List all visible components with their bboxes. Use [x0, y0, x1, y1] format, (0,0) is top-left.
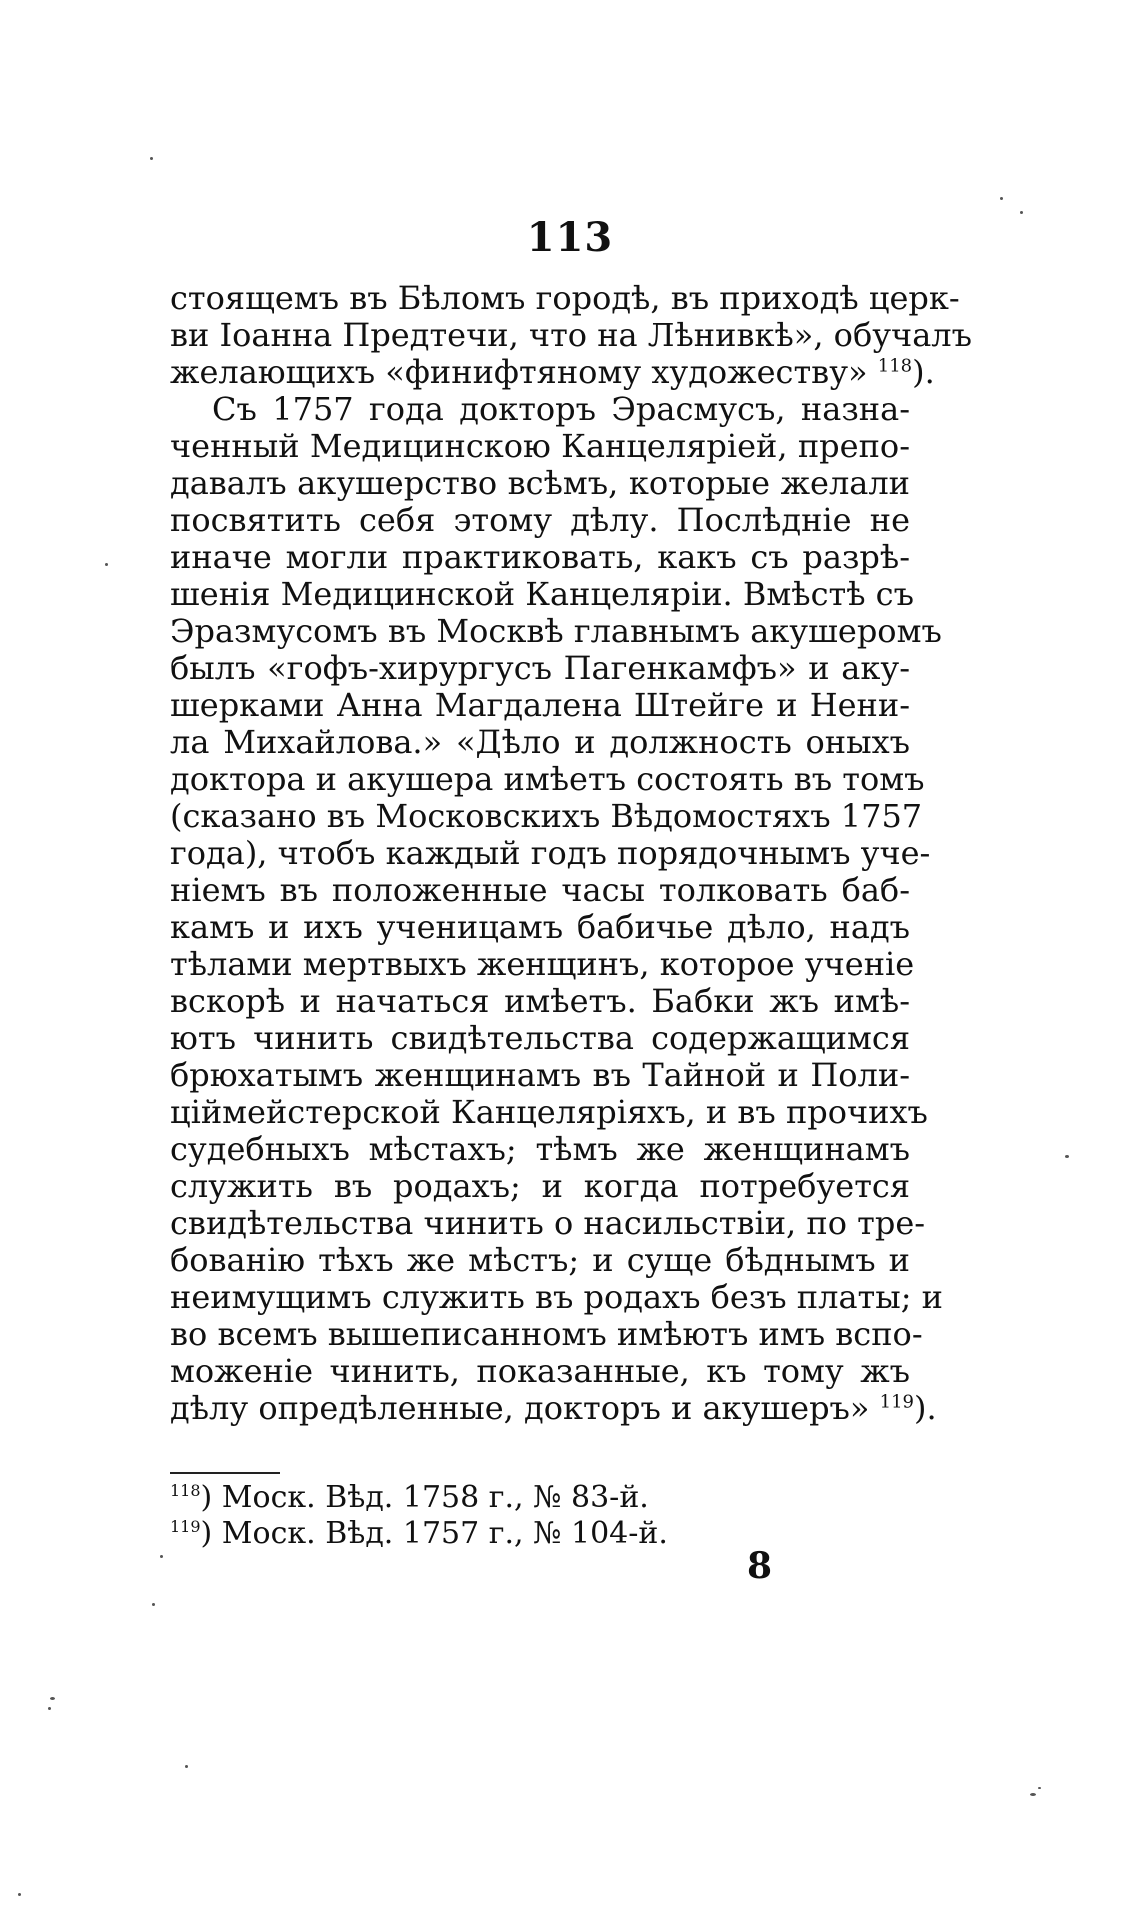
text-line: Эразмусомъ въ Москвѣ главнымъ акушеромъ: [170, 612, 942, 650]
text-line: судебныхъ мѣстахъ; тѣмъ же женщинамъ: [170, 1130, 910, 1168]
text-line: служить въ родахъ; и когда потребуется: [170, 1167, 910, 1205]
footnote-text: ) Моск. Вѣд. 1758 г., № 83-й.: [200, 1480, 649, 1515]
text-line: былъ «гофъ-хирургусъ Пагенкамфъ» и аку-: [170, 649, 910, 687]
footnote-ref: 118: [877, 355, 913, 377]
text-line: моженіе чинить, показанные, къ тому жъ: [170, 1352, 910, 1390]
text-line: бованію тѣхъ же мѣстъ; и суще бѣднымъ и: [170, 1241, 910, 1279]
text-line: (сказано въ Московскихъ Вѣдомостяхъ 1757: [170, 797, 923, 835]
text-line: [170, 1389, 937, 1427]
text-line: доктора и акушера имѣетъ состоять въ томъ: [170, 760, 925, 798]
text-line: шерками Анна Магдалена Штейге и Нени-: [170, 686, 910, 724]
footnote: [170, 1516, 910, 1552]
text-line: стоящемъ въ Бѣломъ городѣ, въ приходѣ церк-: [170, 279, 960, 317]
text-line: давалъ акушерство всѣмъ, которые желали: [170, 464, 910, 502]
scan-speck: [1065, 1155, 1069, 1158]
text-line: брюхатымъ женщинамъ въ Тайной и Поли-: [170, 1056, 910, 1094]
footnote-number: 118: [170, 1481, 201, 1500]
text-line: во всемъ вышеписанномъ имѣютъ имъ вспо-: [170, 1315, 923, 1353]
text-line: ютъ чинить свидѣтельства содержащимся: [170, 1019, 910, 1057]
text-line: иначе могли практиковать, какъ съ разрѣ-: [170, 538, 910, 576]
footnote-divider: [170, 1472, 280, 1474]
scan-speck: [1020, 211, 1023, 214]
text-line: шенія Медицинской Канцеляріи. Вмѣстѣ съ: [170, 575, 914, 613]
text-line: ніемъ въ положенные часы толковать баб-: [170, 871, 910, 909]
scan-speck: [1000, 197, 1003, 200]
scan-speck: [1038, 1787, 1041, 1789]
text-line-content: дѣлу опредѣленные, докторъ и акушеръ»: [170, 1389, 870, 1427]
text-line: тѣлами мертвыхъ женщинъ, которое ученіе: [170, 945, 915, 983]
scan-speck: [185, 1765, 188, 1768]
footnote-ref: 119: [879, 1391, 915, 1413]
body-text: [170, 279, 972, 1427]
text-line: ла Михайлова.» «Дѣло и должность оныхъ: [170, 723, 910, 761]
page-number: 113: [526, 214, 614, 261]
text-line: [170, 353, 935, 391]
text-line: свидѣтельства чинить о насильствіи, по тре-: [170, 1204, 926, 1242]
text-line-content: желающихъ «финифтяному художеству»: [170, 353, 868, 391]
scan-speck: [50, 1697, 55, 1700]
signature-mark: 8: [747, 1545, 773, 1587]
scan-speck: [1030, 1793, 1036, 1796]
text-line: года), чтобъ каждый годъ порядочнымъ уче-: [170, 834, 931, 872]
scan-speck: [160, 1555, 163, 1558]
text-line: ціймейстерской Канцеляріяхъ, и въ прочихъ: [170, 1093, 928, 1131]
text-line: камъ и ихъ ученицамъ бабичье дѣло, надъ: [170, 908, 910, 946]
footnotes: [170, 1480, 910, 1552]
scan-speck: [152, 1603, 155, 1606]
footnote: [170, 1480, 910, 1516]
text-line: Съ 1757 года докторъ Эрасмусъ, назна-: [212, 390, 910, 428]
scan-speck: [18, 1893, 21, 1896]
text-line: посвятить себя этому дѣлу. Послѣдніе не: [170, 501, 910, 539]
footnote-text: ) Моск. Вѣд. 1757 г., № 104-й.: [200, 1516, 668, 1551]
scan-speck: [150, 157, 153, 160]
footnote-number: 119: [170, 1517, 201, 1536]
scan-speck: [48, 1707, 51, 1710]
text-line: ченный Медицинскою Канцеляріей, препо-: [170, 427, 910, 465]
text-line: ви Іоанна Предтечи, что на Лѣнивкѣ», обучалъ: [170, 316, 972, 354]
text-line-tail: ).: [912, 353, 935, 391]
text-line: вскорѣ и начаться имѣетъ. Бабки жъ имѣ-: [170, 982, 910, 1020]
scan-speck: [105, 563, 108, 566]
text-line-tail: ).: [914, 1389, 937, 1427]
text-line: неимущимъ служить въ родахъ безъ платы; и: [170, 1278, 943, 1316]
